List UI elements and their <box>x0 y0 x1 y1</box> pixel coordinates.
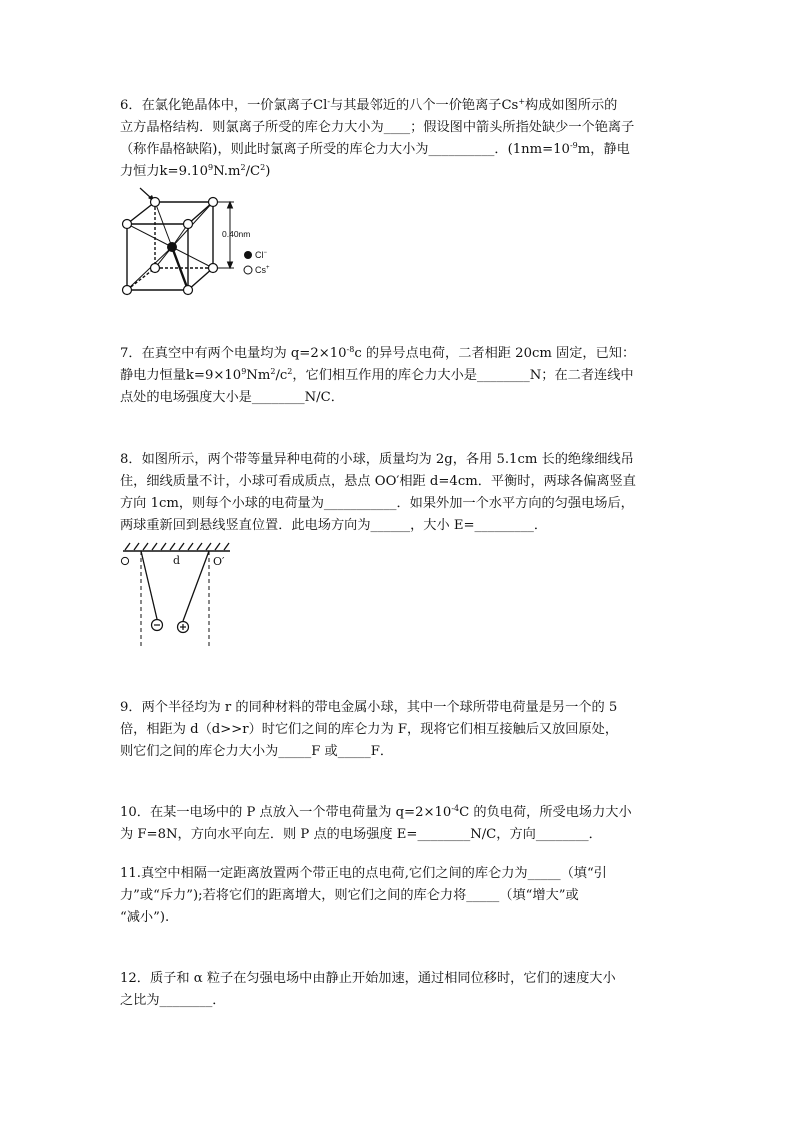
q7-line-2: 静电力恒量$k=9\times 10^9Nm^2/c^2$，它们相互作用的库仑力大小是________N；在二者连线中 <box>120 367 634 383</box>
q10-line-2: 为 F=8N，方向水平向左．则 P 点的电场强度 E=________N/C，方向________． <box>120 827 602 842</box>
question-12 <box>120 968 680 1012</box>
q11-line-3: “减小”). <box>120 910 170 925</box>
q11-line-1: 11.真空中相隔一定距离放置两个带正电的点电荷,它们之间的库仑力为_____（填“引 <box>120 866 607 881</box>
pendulum-diagram <box>117 540 242 652</box>
question-11 <box>120 863 680 929</box>
cscl-crystal-figure <box>110 185 290 303</box>
legend-cl-icon <box>244 251 252 259</box>
defect-arrow <box>140 188 151 198</box>
pendulum-figure <box>117 540 242 652</box>
ceiling-hatch <box>125 543 229 550</box>
q8-line-4: 两球重新回到悬线竖直位置．此电场方向为______，大小 E=_________． <box>120 518 548 533</box>
question-8 <box>120 449 680 537</box>
question-6 <box>120 95 680 183</box>
string-right <box>183 551 209 621</box>
question-7 <box>120 343 680 409</box>
string-left <box>141 551 157 619</box>
q10-line-1: 10．在某一电场中的 P 点放入一个带电荷量为 $q=2\times 10^{-4}C$ 的负电荷，所受电场力大小 <box>120 804 632 820</box>
q7-line-3: 点处的电场强度大小是________N/C． <box>120 390 344 405</box>
label-d: d <box>173 554 181 567</box>
q12-line-1: 12．质子和 α 粒子在匀强电场中由静止开始加速，通过相同位移时，它们的速度大小 <box>120 971 616 986</box>
q8-line-3: 方向 1cm，则每个小球的电荷量为___________．如果外加一个水平方向的匀强电场后， <box>120 496 634 511</box>
q6-line-1: 6．在氯化铯晶体中，一价氯离子Cl-与其最邻近的八个一价铯离子Cs+构成如图所示的 <box>120 97 618 113</box>
q8-line-1: 8．如图所示，两个带等量异种电荷的小球，质量均为 2g，各用 5.1cm 长的绝缘细线吊 <box>120 452 634 467</box>
q8-line-2: 住，细线质量不计，小球可看成质点，悬点 OO′相距 d=4cm．平衡时，两球各偏离竖直 <box>120 474 636 489</box>
q6-line-4: 力恒力$k=9.10^9N.m^2/C^2$) <box>120 163 271 179</box>
q7-line-1: 7．在真空中有两个电量均为 $q=2\times 10^{-8}c$ 的异号点电荷，二者相距 20cm 固定，已知： <box>120 345 636 361</box>
dimension-label: 0.40nm <box>222 229 251 239</box>
legend-cs-label: Cs+ <box>255 265 270 275</box>
question-9 <box>120 697 680 763</box>
q6-line-3: （称作晶格缺陷)，则此时氯离子所受的库仑力大小为__________．($1nm=10^{-9}m$，静电 <box>120 141 630 157</box>
legend-cl-label: Cl− <box>255 250 268 260</box>
q9-line-1: 9．两个半径均为 r 的同种材料的带电金属小球，其中一个球所带电荷量是另一个的 5 <box>120 700 618 715</box>
question-10 <box>120 802 680 846</box>
label-o-prime: O′ <box>213 555 225 568</box>
q12-line-2: 之比为________． <box>120 993 226 1008</box>
q9-line-2: 倍，相距为 d（d>>r）时它们之间的库仑力为 F，现将它们相互接触后又放回原处， <box>120 722 619 737</box>
q6-line-2: 立方晶格结构．则氯离子所受的库仑力大小为____；假设图中箭头所指处缺少一个铯离子 <box>120 120 635 135</box>
label-o-icon <box>121 557 128 564</box>
legend-cs-icon <box>244 266 252 274</box>
q11-line-2: 力”或“斥力”);若将它们的距离增大，则它们之间的库仑力将_____（填“增大”或 <box>120 888 579 903</box>
q9-line-3: 则它们之间的库仑力大小为_____F 或_____F． <box>120 744 394 759</box>
cl-ion <box>167 242 177 252</box>
crystal-diagram <box>110 185 290 303</box>
